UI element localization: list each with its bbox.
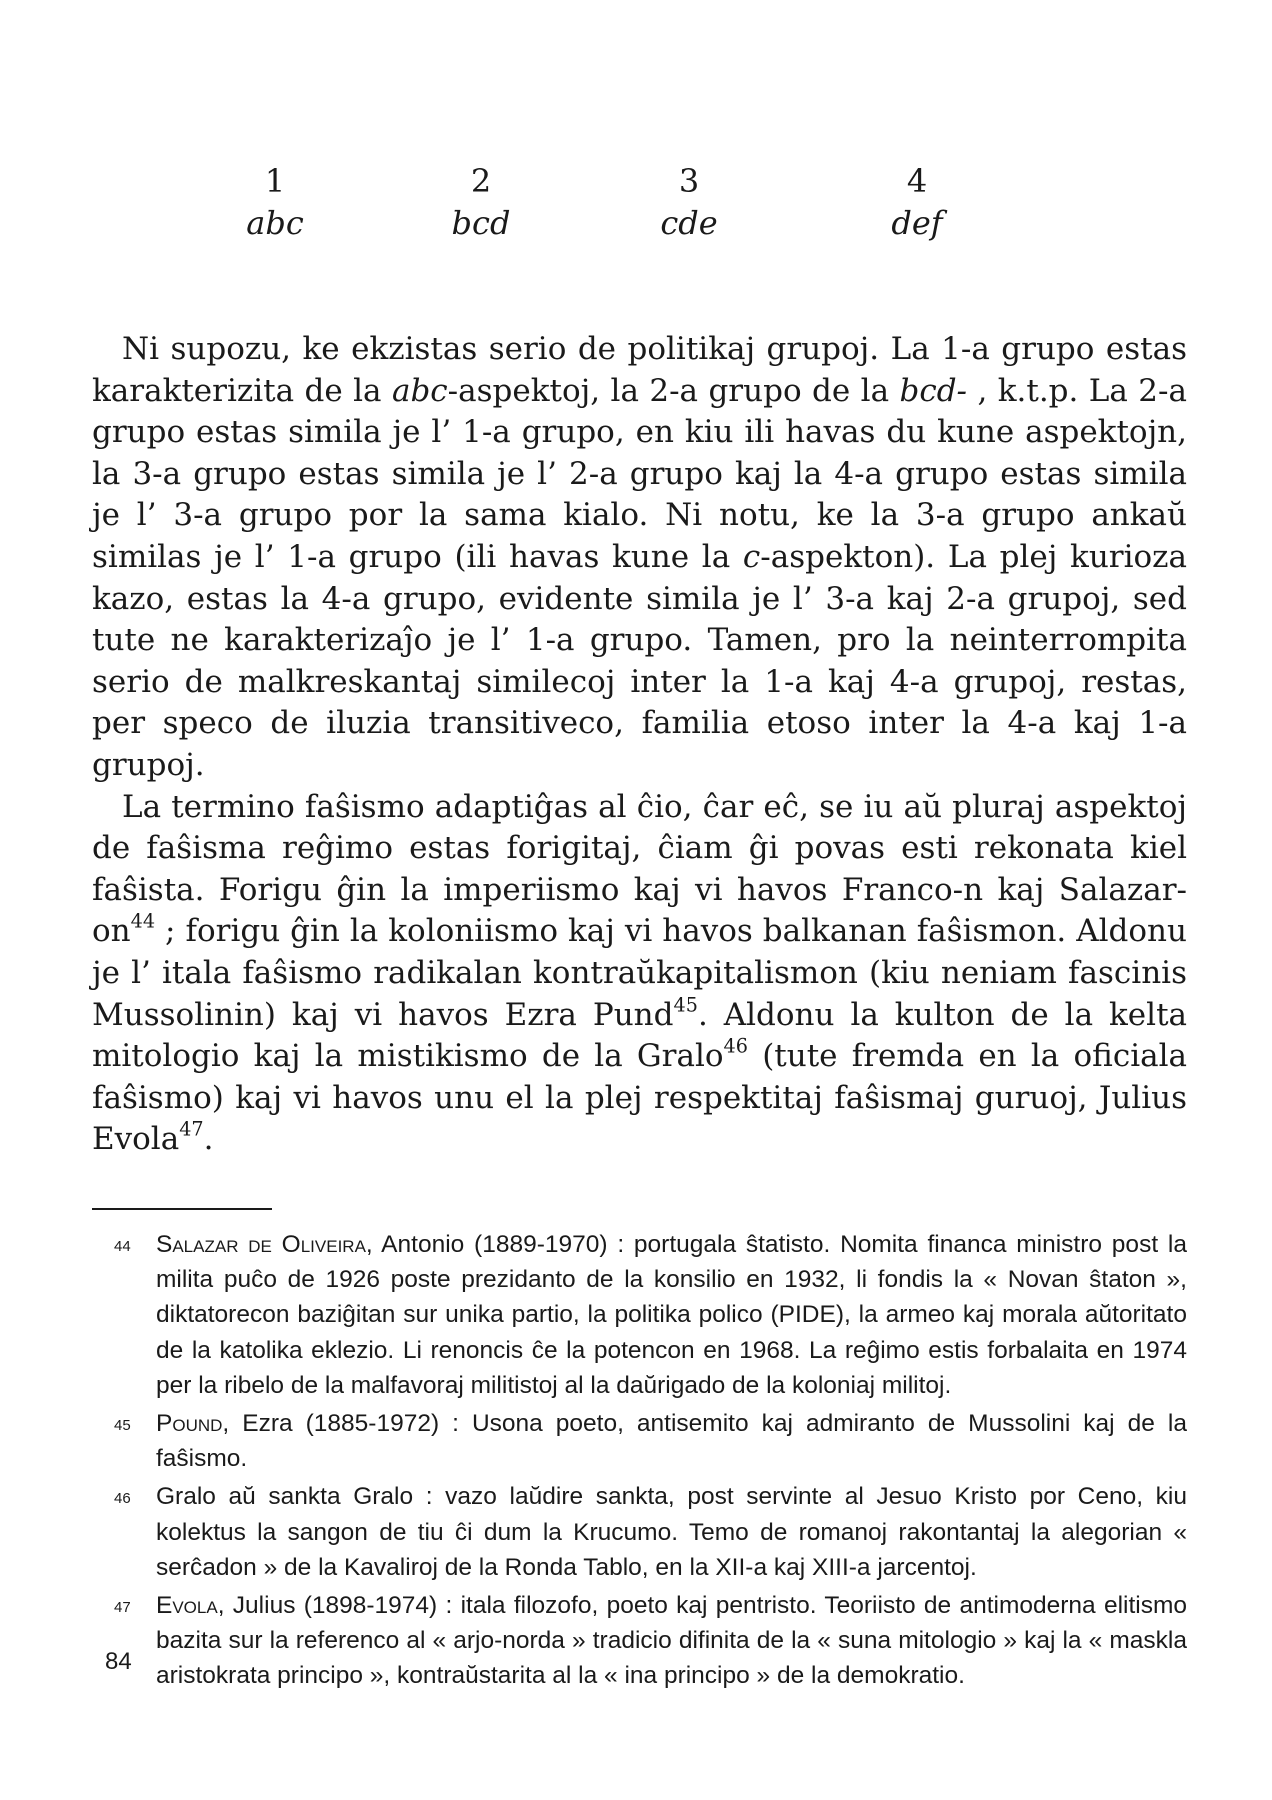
- italic-run: bcd-: [899, 372, 968, 409]
- text-run: . Aldonu la kulton de la kelta mitologio kaj la mistikismo de la Gralo: [92, 996, 1188, 1075]
- italic-run: c: [742, 538, 761, 575]
- text-run: ; forigu ĝin la koloniismo kaj vi havos balkanan faŝismon. Aldonu je l’ itala faŝismo radikalan kontraŭkapitalismon (kiu neniam fascinis Mussolinin) kaj vi havos Ezra Pund: [92, 913, 1187, 1033]
- footnote-number: 45: [114, 1417, 131, 1435]
- group-number: 1: [264, 162, 286, 200]
- footnote-44: [92, 1227, 1187, 1403]
- footnote-ref[interactable]: 45: [673, 993, 698, 1017]
- footnote-name: Pound: [156, 1410, 223, 1438]
- group-number: 3: [678, 162, 700, 200]
- paragraph-2: [92, 787, 1187, 1161]
- page-number: 84: [105, 1648, 132, 1675]
- text-run: Ni supozu, ke ekzistas serio de politikaj grupoj. La 1-a grupo estas karakterizita de la: [92, 331, 1187, 409]
- group-number: 4: [906, 162, 928, 200]
- footnote-text: Gralo aŭ sankta Gralo : vazo laŭdire sankta, post servinte al Jesuo Kristo por Ceno, kiu kolektus la sangon de tiu ĉi dum la Krucumo. Temo de romanoj rakontantaj la alegorian « serĉadon » de la Kavaliroj de la Ronda Tablo, en la XII-a kaj XIII-a jarcentoj.: [156, 1483, 1187, 1581]
- group-3: [609, 160, 769, 244]
- text-run: .: [203, 1121, 214, 1158]
- footnote-number: 44: [114, 1238, 131, 1255]
- footnote-text: , Ezra (1885-1972) : Usona poeto, antisemito kaj admiranto de Mussolini kaj de la faŝismo.: [156, 1410, 1187, 1473]
- group-4: [837, 160, 997, 244]
- text-run: -aspektoj, la 2-a grupo de la: [447, 372, 900, 409]
- footnote-45: [92, 1406, 1187, 1476]
- group-letters: cde: [660, 204, 718, 242]
- footnote-separator: [92, 1208, 272, 1210]
- main-text: [92, 329, 1187, 1161]
- footnote-text: , Antonio (1889-1970) : portugala ŝtatisto. Nomita financa ministro post la milita puĉo de 1926 poste prezidanto de la konsilio en 1932, li fondis la « Novan ŝtaton », diktatorecon baziĝitan sur unika partio, la politika polico (PIDE), la armeo kaj morala aŭtoritato de la katolika eklezio. Li renoncis ĉe la potencon en 1968. La reĝimo estis forbalaita en 1974 per la ribelo de la malfavoraj militistoj al la daŭrigado de la koloniaj militoj.: [156, 1231, 1187, 1399]
- paragraph-1: [92, 329, 1187, 787]
- footnote-47: [92, 1588, 1187, 1694]
- text-run: -aspekton). La plej kurioza kazo, estas la 4-a grupo, evidente simila je l’ 3-a kaj 2-a grupoj, sed tute ne karakterizaĵo je l’ 1-a grupo. Tamen, pro la neinterrompita serio de malkreskantaj similecoj inter la 1-a kaj 4-a grupoj, restas, per speco de iluzia transitiveco, familia etoso inter la 4-a kaj 1-a grupoj.: [92, 538, 1187, 783]
- group-2: [401, 160, 561, 244]
- footnotes: [92, 1227, 1187, 1697]
- group-letters: bcd: [451, 204, 511, 242]
- footnote-name: Salazar de Oliveira: [156, 1231, 366, 1258]
- italic-run: abc: [391, 372, 448, 409]
- group-letters: def: [891, 204, 943, 242]
- footnote-text: , Julius (1898-1974) : itala filozofo, poeto kaj pentristo. Teoriisto de antimoderna elitismo bazita sur la referenco al « arjo-norda » tradicio difinita de la « suna mitologio » kaj la « maskla aristokrata principo », kontraŭstarita al la « ina principo » de la demokratio.: [156, 1592, 1187, 1690]
- text-run: (tute fremda en la oficiala faŝismo) kaj vi havos unu el la plej respektitaj faŝismaj guruoj, Julius Evola: [92, 1038, 1187, 1158]
- group-diagram: [0, 160, 1272, 260]
- text-run: , k.t.p. La 2-a grupo estas simila je l’ 1-a grupo, en kiu ili havas du kune aspektojn, la 3-a grupo estas simila je l’ 2-a grupo kaj la 4-a grupo estas simila je l’ 3-a grupo por la sama kialo. Ni notu, ke la 3-a grupo ankaŭ similas je l’ 1-a grupo (ili havas kune la: [92, 372, 1187, 575]
- group-number: 2: [470, 162, 492, 200]
- footnote-number: 47: [114, 1599, 131, 1617]
- text-run: La termino faŝismo adaptiĝas al ĉio, ĉar eĉ, se iu aŭ pluraj aspektoj de faŝisma reĝimo estas forigitaj, ĉiam ĝi povas esti rekonata kiel faŝista. Forigu ĝin la imperiismo kaj vi havos Franco-n kaj Salazar-on: [92, 788, 1187, 950]
- footnote-ref[interactable]: 47: [179, 1117, 204, 1141]
- footnote-46: [92, 1479, 1187, 1585]
- group-letters: abc: [246, 204, 304, 242]
- footnote-number: 46: [114, 1490, 131, 1508]
- group-1: [195, 160, 355, 244]
- footnote-name: Evola: [156, 1592, 218, 1620]
- footnote-ref[interactable]: 46: [723, 1034, 748, 1058]
- footnote-ref[interactable]: 44: [130, 909, 156, 933]
